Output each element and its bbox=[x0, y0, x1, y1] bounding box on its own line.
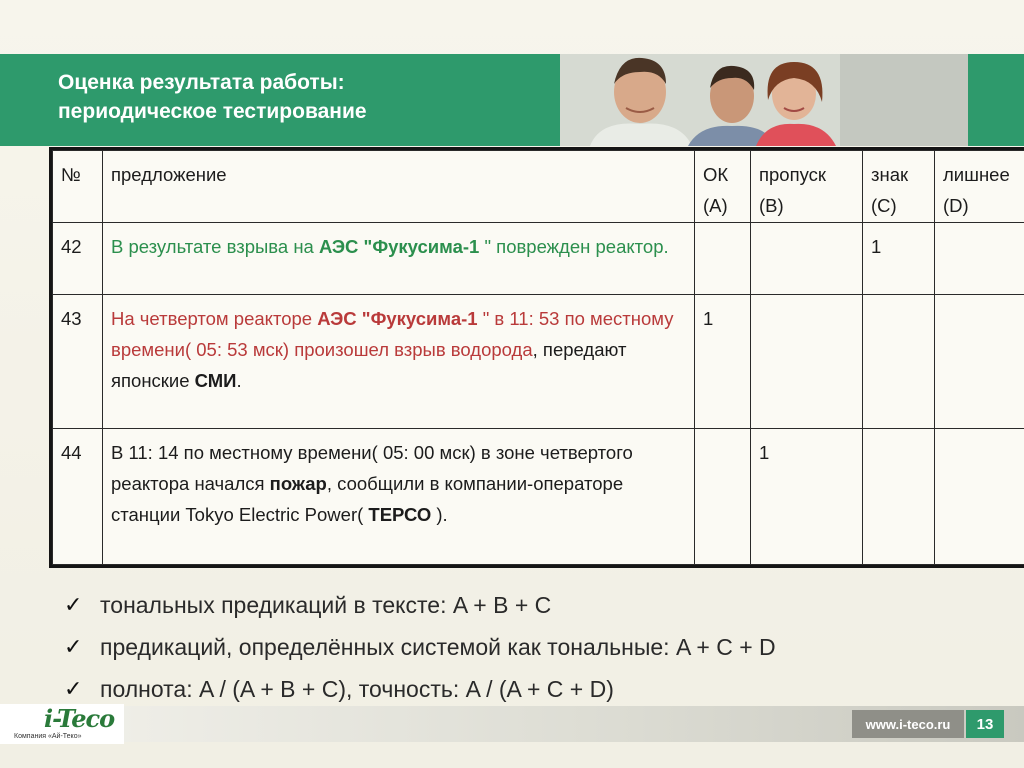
header-skip bbox=[751, 151, 863, 223]
row-skip bbox=[751, 295, 863, 429]
logo-text: i-Teco bbox=[44, 704, 115, 733]
bullet-text: тональных предикаций в тексте: A + B + C bbox=[100, 591, 552, 618]
sentence-text: . bbox=[236, 370, 242, 391]
sentence-text-bold: АЭС "Фукусима-1 bbox=[318, 236, 480, 257]
row-sign: 1 bbox=[863, 223, 935, 295]
header-ok-code: (A) bbox=[703, 195, 728, 216]
header-sign bbox=[863, 151, 935, 223]
header-sign-code: (C) bbox=[871, 195, 897, 216]
row-sentence bbox=[103, 295, 695, 429]
slide-title-line-2: периодическое тестирование bbox=[58, 100, 367, 123]
row-num: 44 bbox=[53, 429, 103, 565]
checkmark-icon: ✓ bbox=[64, 592, 83, 617]
sentence-text: " поврежден реактор. bbox=[479, 236, 669, 257]
slide-title-line-1: Оценка результата работы: bbox=[58, 71, 345, 94]
table-row bbox=[53, 429, 1024, 565]
row-sign bbox=[863, 429, 935, 565]
sentence-text: ). bbox=[431, 504, 448, 525]
header-sign-label: знак bbox=[871, 164, 909, 185]
row-ok bbox=[695, 223, 751, 295]
header-extra-code: (D) bbox=[943, 195, 969, 216]
row-extra bbox=[935, 429, 1024, 565]
website-link[interactable]: www.i-teco.ru bbox=[852, 710, 964, 738]
row-extra bbox=[935, 295, 1024, 429]
row-sentence bbox=[103, 429, 695, 565]
checkmark-icon: ✓ bbox=[64, 634, 83, 659]
list-item bbox=[64, 626, 1004, 668]
header-num: № bbox=[53, 151, 103, 223]
logo-caption: Компания «Ай-Теко» bbox=[14, 733, 82, 740]
table-row bbox=[53, 223, 1024, 295]
people-photo bbox=[560, 54, 968, 146]
header-ok-label: ОК bbox=[703, 164, 729, 185]
header-sentence: предложение bbox=[103, 151, 695, 223]
sentence-text-bold: СМИ bbox=[194, 370, 237, 391]
sentence-text-bold: пожар bbox=[269, 473, 327, 494]
people-photo-illustration bbox=[560, 54, 968, 146]
row-skip: 1 bbox=[751, 429, 863, 565]
header-skip-label: пропуск bbox=[759, 164, 826, 185]
row-extra bbox=[935, 223, 1024, 295]
row-sentence bbox=[103, 223, 695, 295]
header-ok bbox=[695, 151, 751, 223]
header-extra bbox=[935, 151, 1024, 223]
row-num: 42 bbox=[53, 223, 103, 295]
bullet-text: полнота: A / (A + B + C), точность: A / (A + C + D) bbox=[100, 675, 614, 702]
slide-title bbox=[58, 68, 538, 126]
checkmark-icon: ✓ bbox=[64, 676, 83, 701]
row-sign bbox=[863, 295, 935, 429]
row-ok: 1 bbox=[695, 295, 751, 429]
sentence-text: В результате взрыва на bbox=[111, 236, 319, 257]
bullet-list bbox=[64, 584, 1004, 710]
sentence-text: В 11: 14 по местному времени( 05: 00 мск) в зоне четвертого реактора начался bbox=[111, 442, 633, 494]
bullet-text: предикаций, определённых системой как тональные: A + C + D bbox=[100, 633, 776, 660]
header-skip-code: (B) bbox=[759, 195, 784, 216]
page-number: 13 bbox=[966, 710, 1004, 738]
list-item bbox=[64, 668, 1004, 710]
header-extra-label: лишнее bbox=[943, 164, 1010, 185]
sentence-text: , сообщили в компании-операторе станции Tokyo Electric Power( bbox=[111, 473, 624, 525]
row-ok bbox=[695, 429, 751, 565]
sentence-text: , передают японские bbox=[111, 339, 627, 391]
list-item bbox=[64, 584, 1004, 626]
sentence-text: " в 11: 53 по местному времени( 05: 53 мск) произошел взрыв водорода bbox=[111, 308, 674, 360]
table-header-row bbox=[53, 151, 1024, 223]
sentence-text: На четвертом реакторе bbox=[111, 308, 318, 329]
results-table bbox=[52, 150, 1024, 565]
row-skip bbox=[751, 223, 863, 295]
sentence-text-bold: АЭС "Фукусима-1 bbox=[317, 308, 478, 329]
results-table-wrapper bbox=[52, 150, 1010, 564]
table-row bbox=[53, 295, 1024, 429]
sentence-text-bold: ТЕРСО bbox=[368, 504, 432, 525]
row-num: 43 bbox=[53, 295, 103, 429]
